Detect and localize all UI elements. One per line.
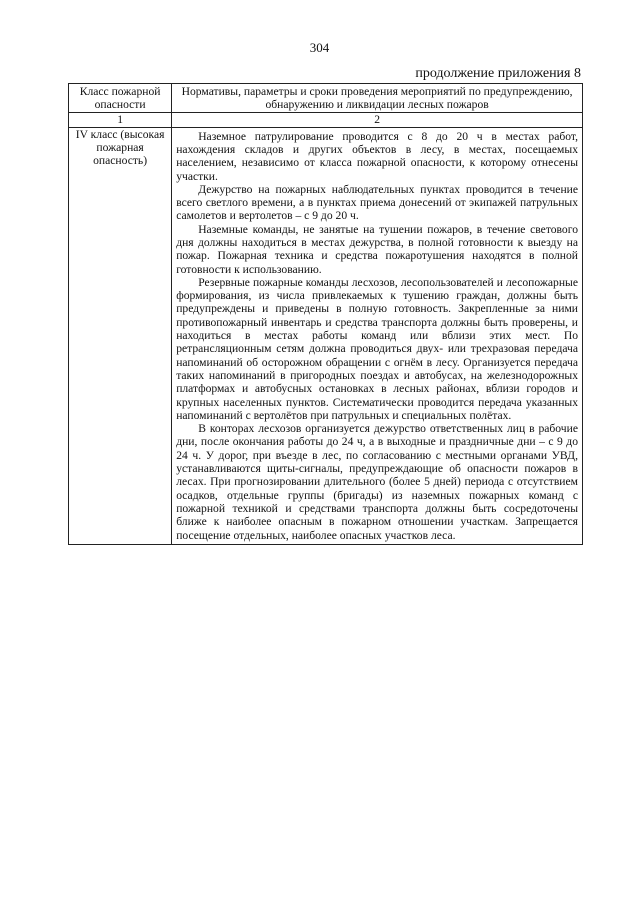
column-number-2: 2: [172, 113, 583, 127]
paragraph-ground-teams: Наземные команды, не занятые на тушении пожаров, в течение светового дня должны находиться в местах дежурства, в полной готовности к выезду на пожар. Пожарная техника и средства пожаротушения находятся в полной готовности к использованию.: [176, 222, 578, 276]
table-header-row: [69, 84, 583, 113]
table-row: [69, 127, 583, 544]
column-number-row: [69, 113, 583, 127]
header-fire-class: Класс пожарной опасности: [69, 84, 172, 113]
fire-norms-table: [68, 83, 583, 545]
paragraph-reserve-teams: Резервные пожарные команды лесхозов, лесопользователей и лесопожарные формирования, из числа привлекаемых к тушению граждан, должны быть предупреждены и приведены в полную готовность. Закрепленные за ними противопожарный инвентарь и средства транспорта должны быть проверены, и находиться в местах работы команд или вблизи этих мест. По ретрансляционным сетям должна проводиться двух- или трехразовая передача напоминаний об осторожном обращении с огнём в лесу. Организуется передача таких напоминаний в пригородных поездах и автобусах, на железнодорожных платформах и автобусных остановках в лесных районах, вблизи городов и крупных населенных пунктов. Систематически проводится передача указанных напоминаний с вертолётов при патрульных и специальных полётах.: [176, 275, 578, 422]
paragraph-patrol: Наземное патрулирование проводится с 8 до 20 ч в местах работ, нахождения складов и других объектов в лесу, в местах, посещаемых населением, независимо от класса пожарной опасности, к которому отнесены участки.: [176, 129, 578, 183]
page-number: 304: [309, 40, 330, 55]
paragraph-observation-duty: Дежурство на пожарных наблюдательных пунктах проводится в течение всего светлого времени, а в пунктах приема донесений от экипажей патрульных самолетов и вертолетов – с 9 до 20 ч.: [176, 182, 578, 223]
fire-class-cell: IV класс (высокая пожарная опасность): [69, 127, 172, 544]
header-norms: Нормативы, параметры и сроки проведения мероприятий по предупреждению, обнаружению и ликвидации лесных пожаров: [172, 84, 583, 113]
column-number-1: 1: [69, 113, 172, 127]
paragraph-office-duty: В конторах лесхозов организуется дежурство ответственных лиц в рабочие дни, после окончания работы до 24 ч, а в выходные и праздничные дни – с 9 до 24 ч. У дорог, при въезде в лес, по согласованию с местными органами УВД, устанавливаются щиты-сигналы, предупреждающие об опасности пожаров в лесах. При прогнозировании длительного (более 5 дней) периода с отсутствием осадков, отдельные группы (бригады) из наземных пожарных команд с пожарной техникой и средствами транспорта должны быть сосредоточены ближе к наиболее опасным в пожарном отношении участкам. Запрещается посещение отдельных, наиболее опасных участков леса.: [176, 422, 578, 542]
norms-text-cell: [172, 127, 583, 544]
continuation-label: продолжение приложения 8: [415, 66, 581, 81]
